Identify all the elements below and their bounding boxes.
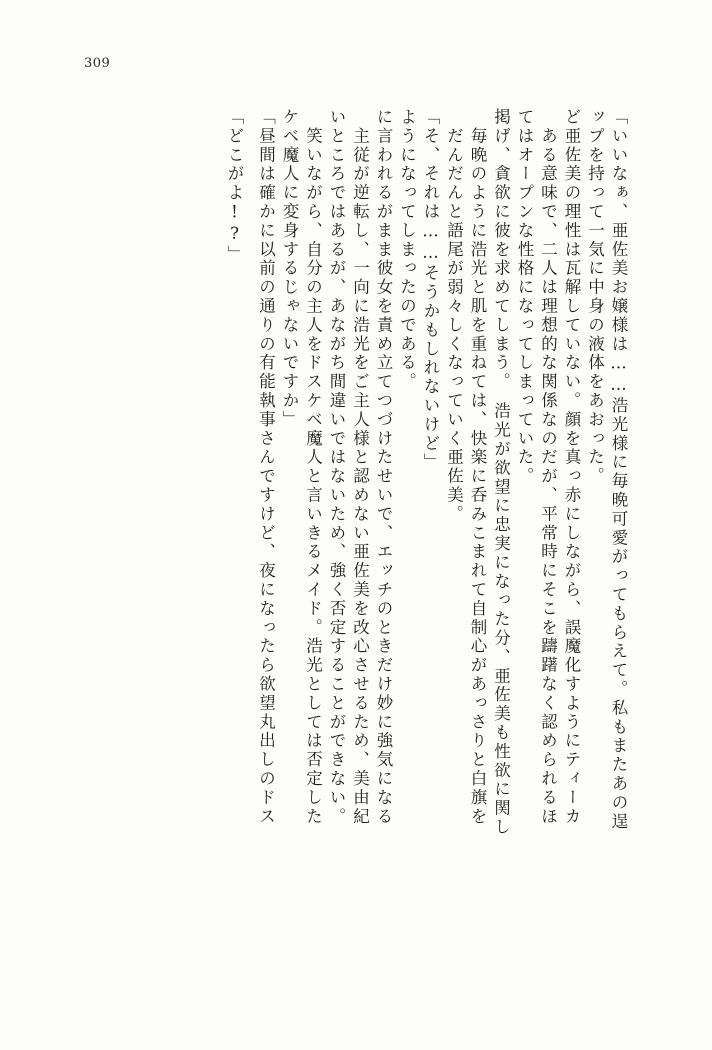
vertical-text-block [219, 108, 627, 978]
text-column: に言われるがまま彼女を責め立てつづけたせいで、エッチのときだけ妙に強気になる [374, 108, 393, 827]
text-column: ップを持って一気に中身の液体をあおった。 [585, 108, 605, 486]
text-column: てはオープンな性格になってしまっていた。 [515, 108, 534, 486]
text-column: ある意味で、二人は理想的な関係なのだが、平常時にそこを躊躇なく認められるほ [538, 108, 558, 827]
text-column: 「いいなぁ、亜佐美お嬢様は……浩光様に毎晩可愛がってもらえて。私もまたあの逞 [609, 108, 628, 832]
text-column: 「どこがよ!?」 [225, 108, 244, 265]
text-column: 主従が逆転し、一向に浩光をご主人様と認めない亜佐美を改心させるため、美由紀 [350, 108, 370, 827]
text-column: 「昼間は確かに以前の通りの有能執事さんですけど、夜になったら欲望丸出しのドス [256, 108, 276, 827]
text-column: 毎晩のように浩光と肌を重ねては、快楽に呑みこまれて自制心があっさりと白旗を [468, 108, 487, 827]
text-column: ど亜佐美の理性は瓦解していない。顔を真っ赤にしながら、誤魔化すようにティーカ [562, 108, 581, 827]
text-column: 「そ、それは……そうかもしれないけど」 [421, 108, 440, 473]
page-number: 309 [84, 56, 111, 71]
text-column: 掲げ、貪欲に彼を求めてしまう。 浩光が欲望に忠実になった分、亜佐美も性欲に関し [491, 108, 511, 837]
text-column: いところではあるが、あながち間違いではないため、強く否定することができない。 [327, 108, 346, 827]
text-column: だんだんと語尾が弱々しくなっていく亜佐美。 [444, 108, 464, 524]
text-column: ようになってしまったのである。 [397, 108, 417, 392]
text-column: 笑いながら、自分の主人をドスケベ魔人と言いきるメイド。浩光としては否定した [303, 108, 323, 827]
text-column: ケベ魔人に変身するじゃないですか」 [280, 108, 299, 430]
